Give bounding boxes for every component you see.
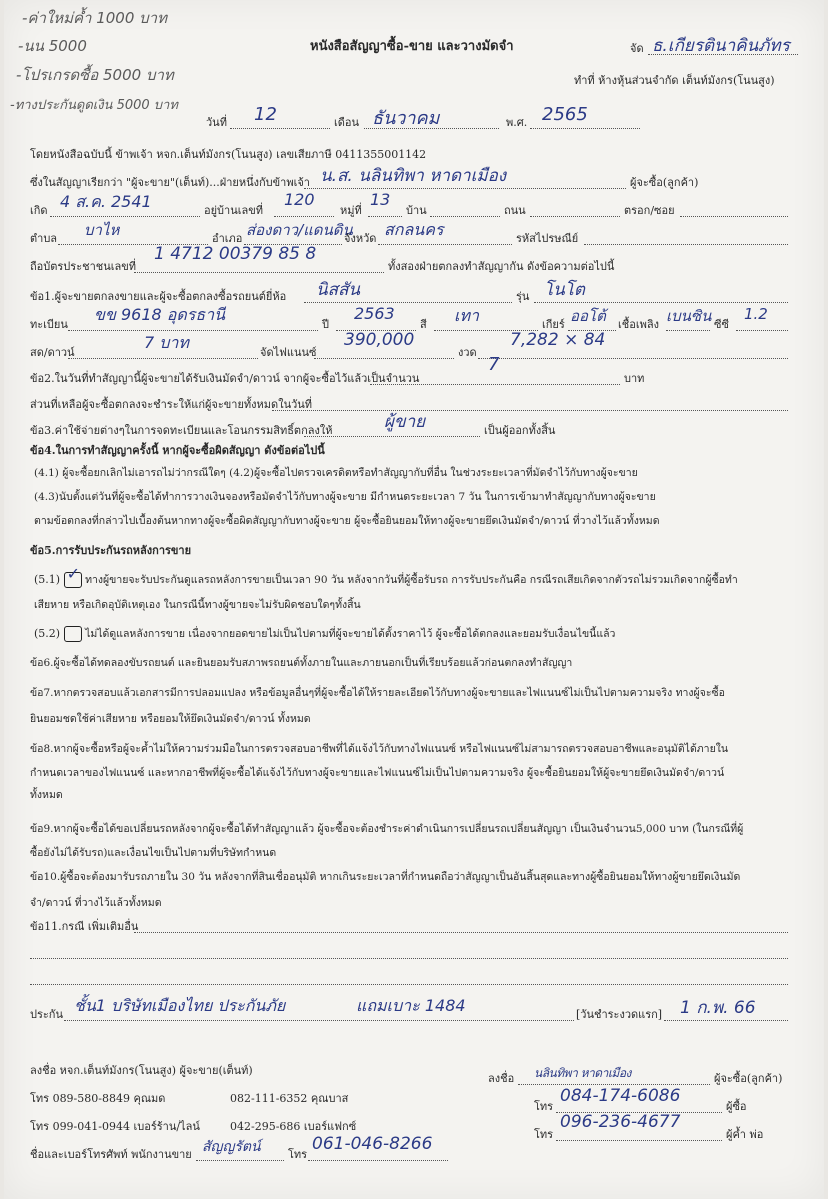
postcode-label: รหัสไปรษณีย์ bbox=[516, 232, 579, 245]
first-payment-label: [วันชำระงวดแรก] bbox=[576, 1008, 663, 1021]
amphoe-label: อำเภอ bbox=[212, 232, 243, 245]
buyer-phone: 084-174-6086 bbox=[560, 1086, 681, 1106]
finance-value: 390,000 bbox=[344, 330, 415, 350]
seller-phone-3: โทร 099-041-0944 เบอร์ร้าน/ไลน์ bbox=[30, 1120, 200, 1133]
option-2-label: (5.2) bbox=[34, 627, 61, 640]
finance-label: จัดไฟแนนซ์ bbox=[260, 346, 317, 359]
seller-phone-1: โทร 089-580-8849 คุณมด bbox=[30, 1092, 166, 1105]
option-1-text-2: เสียหาย หรือเกิดอุบัติเหตุเอง ในกรณีนี้ทางผู้ขายจะไม่รับผิดชอบใดๆทั้งสิ้น bbox=[34, 599, 361, 611]
installments-value: 7,282 × 84 bbox=[510, 330, 606, 350]
clause10-line-1: ข้อ10.ผู้ซื้อจะต้องมารับรถภายใน 30 วัน หลังจากที่สินเชื่ออนุมัติ หากเกินระยะเวลาที่กำหนดถือว่าสัญญาเป็นอันสิ้นสุดและทางผู้ซื้อยินยอมให้ทางผู้ขายยึดเงินมัด bbox=[30, 871, 741, 883]
buyer-sign-label: ลงชื่อ bbox=[488, 1072, 515, 1085]
seller-sign-line: ลงชื่อ หจก.เต็นท์มังกร(โนนสูง) ผู้จะขาย(เต็นท์) bbox=[30, 1064, 253, 1077]
born-label: เกิด bbox=[30, 204, 48, 217]
buyer-signature: นลินทิพา หาดาเมือง bbox=[534, 1066, 631, 1080]
down-label: สด/ดาวน์ bbox=[30, 346, 75, 359]
insurance-label: ประกัน bbox=[30, 1008, 63, 1021]
warranty-option-1[interactable] bbox=[34, 564, 738, 588]
gear-label: เกียร์ bbox=[542, 318, 565, 331]
clause2-line-1: ข้อ2.ในวันที่ทำสัญญานี้ผู้จะขายได้รับเงินมัดจำ/ดาวน์ จากผู้จะซื้อไว้แล้วเป็นจำนวน bbox=[30, 372, 420, 385]
house-value: 120 bbox=[284, 190, 315, 209]
staff-phone-label: โทร bbox=[288, 1148, 308, 1161]
father-phone: 096-236-4677 bbox=[560, 1112, 681, 1132]
color-label: สี bbox=[420, 318, 427, 331]
car-model: โนโต bbox=[544, 280, 585, 300]
id-label: ถือบัตรประชาชนเลขที่ bbox=[30, 260, 136, 273]
option-2-text: ไม่ได้ดูแลหลังการขาย เนื่องจากยอดขายไม่เป็นไปตามที่ผู้จะขายได้ตั้งราคาไว้ ผู้จะซื้อได้ตกลงและยอมรับเงื่อนไขนี้แล้ว bbox=[85, 628, 616, 640]
year-value: 2565 bbox=[542, 104, 588, 125]
buyer-phone-label: โทร bbox=[534, 1100, 554, 1113]
note-line-1: -ค่าใหม่ค้ำ 1000 บาท bbox=[22, 9, 167, 27]
clause11-heading: ข้อ11.กรณี เพิ่มเติมอื่น bbox=[30, 920, 139, 933]
staff-name: สัญญรัตน์ bbox=[202, 1139, 261, 1155]
car-color: เทา bbox=[454, 306, 479, 325]
at-label: จัด bbox=[630, 42, 644, 55]
at-value: ธ.เกียรตินาคินภัทร bbox=[652, 36, 790, 56]
clause4-line-2: (4.3)นับตั้งแต่วันที่ผู้จะซื้อได้ทำการวางเงินจองหรือมัดจำไว้กับทางผู้จะขาย มีกำหนดระยะเวลา 7 วัน ในการเข้ามาทำสัญญากับทางผู้จะขาย bbox=[34, 491, 656, 503]
reg-label: ทะเบียน bbox=[30, 318, 68, 331]
intro-line-1: โดยหนังสือฉบับนี้ ข้าพเจ้า หจก.เต็นท์มังกร(โนนสูง) เลขเสียภาษี 0411355001142 bbox=[30, 148, 427, 161]
option-2-checkbox[interactable] bbox=[64, 626, 82, 642]
soi-label: ตรอก/ซอย bbox=[624, 204, 675, 217]
tambon-label: ตำบล bbox=[30, 232, 58, 245]
id-suffix: ทั้งสองฝ่ายตกลงทำสัญญากัน ดังข้อความต่อไปนี้ bbox=[388, 260, 615, 273]
moo-value: 13 bbox=[370, 190, 391, 209]
seller-phone-2: 082-111-6352 คุณบาส bbox=[230, 1092, 349, 1105]
buyer-phone-suffix: ผู้ซื้อ bbox=[726, 1100, 747, 1113]
house-label: อยู่บ้านเลขที่ bbox=[204, 204, 264, 217]
staff-phone: 061-046-8266 bbox=[312, 1134, 433, 1154]
car-cc: 1.2 bbox=[744, 305, 768, 323]
village-label: บ้าน bbox=[406, 204, 427, 217]
intro-line-2-prefix: ซึ่งในสัญญาเรียกว่า "ผู้จะขาย"(เต็นท์)...ฝ่ายหนึ่งกับข้าพเจ้า bbox=[30, 176, 310, 189]
clause7-line-1: ข้อ7.หากตรวจสอบแล้วเอกสารมีการปลอมแปลง หรือข้อมูลอื่นๆที่ผู้จะซื้อได้ให้รายละเอียดไว้กับทางผู้จะขายและไฟแนนซ์ไม่เป็นไปตามความจริง ทางผู้จะซื้อ bbox=[30, 687, 725, 699]
clause2-line-2: ส่วนที่เหลือผู้จะซื้อตกลงจะชำระให้แก่ผู้จะขายทั้งหมดในวันที่ bbox=[30, 398, 313, 411]
deposit-amount: 7 bbox=[488, 354, 500, 375]
month-label: เดือน bbox=[334, 116, 360, 129]
option-1-text: ทางผู้ขายจะรับประกันดูแลรถหลังการขายเป็นเวลา 90 วัน หลังจากวันที่ผู้ซื้อรับรถ การรับประกันคือ กรณีรถเสียเกิดจากตัวรถไม่รวมเกิดจากผู้ซื้อทำ bbox=[85, 574, 738, 586]
car-gear: ออโต้ bbox=[570, 307, 606, 325]
clause8-line-1: ข้อ8.หากผู้จะซื้อหรือผู้จะค้ำไม่ให้ความร่วมมือในการตรวจสอบอาชีพที่ได้แจ้งไว้กับทางไฟแนนซ์ หรือไฟแนนซ์ไม่สามารถตรวจสอบอาชีพและอนุมัติได้ภายใน bbox=[30, 743, 729, 755]
option-1-checkbox[interactable] bbox=[64, 564, 82, 588]
clause8-line-2: กำหนดเวลาของไฟแนนซ์ และหากอาชีพที่ผู้จะซื้อได้แจ้งไว้กับทางผู้จะขายและไฟแนนซ์ไม่เป็นไปตามความจริง ผู้จะซื้อยินยอมให้ผู้จะขายยึดเงินมัดจำ/ดาวน์ bbox=[30, 767, 725, 779]
clause3-suffix: เป็นผู้ออกทั้งสิ้น bbox=[484, 424, 556, 437]
note-line-2: -นน 5000 bbox=[18, 37, 87, 55]
clause3-prefix: ข้อ3.ค่าใช้จ่ายต่างๆในการจดทะเบียนและโอนกรรมสิทธิ์ตกลงให้ bbox=[30, 424, 333, 437]
month-value: ธันวาคม bbox=[372, 108, 440, 129]
father-phone-suffix: ผู้ค้ำ พ่อ bbox=[726, 1128, 764, 1141]
installments-label: งวด bbox=[458, 346, 477, 359]
clause7-line-2: ยินยอมชดใช้ค่าเสียหาย หรือยอมให้ยึดเงินมัดจำ/ดาวน์ ทั้งหมด bbox=[30, 713, 311, 725]
fuel-label: เชื้อเพลิง bbox=[618, 318, 659, 331]
clause4-line-1: (4.1) ผู้จะซื้อยกเลิกไม่เอารถไม่ว่ากรณีใดๆ (4.2)ผู้จะซื้อไปตรวจเครดิตหรือทำสัญญากับที่อื่น ในช่วงระยะเวลาที่มัดจำไว้กับทางผู้จะขาย bbox=[34, 467, 638, 479]
contract-page bbox=[4, 0, 824, 1199]
clause4-line-3: ตามข้อตกลงที่กล่าวไปเบื้องต้นหากทางผู้จะซื้อผิดสัญญากับทางผู้จะขาย ผู้จะซื้อยินยอมให้ทางผู้จะขายยึดเงินมัดจำ/ดาวน์ ที่วางไว้แล้วทั้งหมด bbox=[34, 515, 660, 527]
car-fuel: เบนซิน bbox=[666, 307, 712, 325]
seller-phone-4: 042-295-686 เบอร์แฟกซ์ bbox=[230, 1120, 357, 1133]
car-year: 2563 bbox=[354, 304, 395, 323]
place-text: ทำที่ ห้างหุ้นส่วนจำกัด เต็นท์มังกร(โนนสูง) bbox=[574, 74, 775, 87]
clause5-heading: ข้อ5.การรับประกันรถหลังการขาย bbox=[30, 544, 192, 557]
clause3-value: ผู้ขาย bbox=[384, 412, 426, 432]
father-phone-label: โทร bbox=[534, 1128, 554, 1141]
born-value: 4 ส.ค. 2541 bbox=[60, 192, 152, 211]
amphoe-value: ส่องดาว/แดนดิน bbox=[246, 221, 353, 239]
staff-label: ชื่อและเบอร์โทรศัพท์ พนักงานขาย bbox=[30, 1148, 192, 1161]
year-label-car: ปี bbox=[322, 318, 329, 331]
model-label: รุ่น bbox=[516, 290, 530, 303]
intro-line-2-suffix: ผู้จะซื้อ(ลูกค้า) bbox=[630, 176, 699, 189]
province-value: สกลนคร bbox=[384, 220, 444, 239]
buyer-sign-suffix: ผู้จะซื้อ(ลูกค้า) bbox=[714, 1072, 783, 1085]
year-label: พ.ศ. bbox=[506, 116, 528, 129]
clause4-heading: ข้อ4.ในการทำสัญญาครั้งนี้ หากผู้จะซื้อผิดสัญญา ดังข้อต่อไปนี้ bbox=[30, 444, 325, 457]
down-value: 7 บาท bbox=[144, 333, 189, 352]
warranty-option-2[interactable] bbox=[34, 626, 615, 642]
document-title: หนังสือสัญญาซื้อ-ขาย และวางมัดจำ bbox=[310, 39, 514, 54]
car-brand: นิสสัน bbox=[316, 280, 360, 300]
clause9-line-1: ข้อ9.หากผู้จะซื้อได้ขอเปลี่ยนรถหลังจากผู้จะซื้อได้ทำสัญญาแล้ว ผู้จะซื้อจะต้องชำระค่าดำเนินการเปลี่ยนรถเปลี่ยนสัญญา เป็นเงินจำนวน5,000 บาท (ในกรณีที่ผู้ bbox=[30, 823, 744, 835]
option-1-label: (5.1) bbox=[34, 573, 61, 586]
clause1-prefix: ข้อ1.ผู้จะขายตกลงขายและผู้จะซื้อตกลงซื้อรถยนต์ยี่ห้อ bbox=[30, 290, 287, 303]
insurance-extra: แถมเบาะ 1484 bbox=[356, 996, 466, 1015]
note-line-4: -ทางประกันดูดเงิน 5000 บาท bbox=[10, 98, 178, 113]
day-value: 12 bbox=[254, 104, 277, 125]
note-line-3: -โปรเกรดซื้อ 5000 บาท bbox=[16, 66, 174, 84]
first-payment-date: 1 ก.พ. 66 bbox=[680, 998, 756, 1018]
clause8-line-3: ทั้งหมด bbox=[30, 789, 63, 801]
insurance-value: ชั้น1 บริษัทเมืองไทย ประกันภัย bbox=[74, 996, 286, 1015]
buyer-name: น.ส. นลินทิพา หาดาเมือง bbox=[320, 166, 507, 186]
clause6-line-1: ข้อ6.ผู้จะซื้อได้ทดลองขับรถยนต์ และยินยอมรับสภาพรถยนต์ทั้งภายในและภายนอกเป็นที่เรียบร้อยแล้วก่อนตกลงทำสัญญา bbox=[30, 657, 573, 669]
province-label: จังหวัด bbox=[344, 232, 377, 245]
day-label: วันที่ bbox=[206, 116, 227, 129]
check-icon: ✓ bbox=[66, 564, 80, 583]
deposit-unit: บาท bbox=[624, 372, 645, 385]
id-value: 1 4712 00379 85 8 bbox=[154, 244, 317, 264]
tambon-value: บาไห bbox=[84, 221, 120, 239]
cc-label: ซีซี bbox=[714, 318, 729, 331]
clause10-line-2: จำ/ดาวน์ ที่วางไว้แล้วทั้งหมด bbox=[30, 897, 162, 909]
reg-value: ขข 9618 อุดรธานี bbox=[94, 305, 226, 324]
moo-label: หมู่ที่ bbox=[340, 204, 362, 217]
clause9-line-2: ซื้อยังไม่ได้รับรถ)และเงื่อนไขเป็นไปตามที่บริษัทกำหนด bbox=[30, 847, 277, 859]
road-label: ถนน bbox=[504, 204, 526, 217]
